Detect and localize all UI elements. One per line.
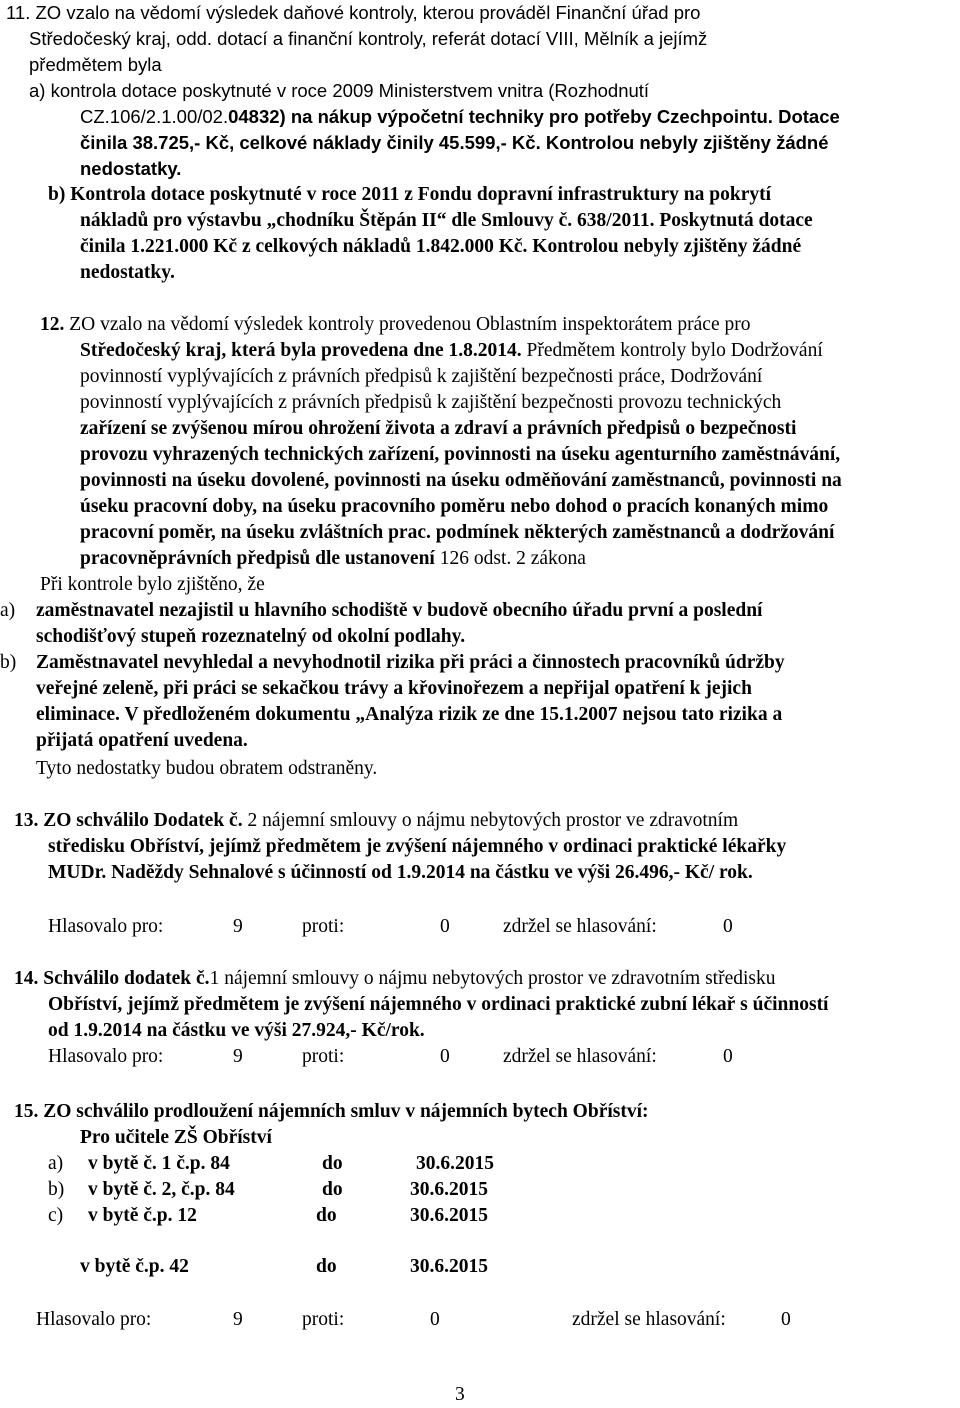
item11-a-line3: činila 38.725,- Kč, celkové náklady činily 45.599,- Kč. Kontrolou nebyly zjištěny žádné xyxy=(80,132,829,153)
item12-line1: 12. ZO vzalo na vědomí výsledek kontroly provedenou Oblastním inspektorátem práce pro xyxy=(40,314,751,335)
item12-line3: povinností vyplývajících z právních předpisů k zajištění bezpečnosti práce, Dodržování xyxy=(80,366,763,387)
vote-for-label: Hlasovalo pro: xyxy=(48,1046,164,1067)
item11-a-line2: CZ.106/2.1.00/02.04832) na nákup výpočetní techniky pro potřeby Czechpointu. Dotace xyxy=(80,106,840,127)
item12-b-line2: veřejné zeleně, při práci se sekačkou trávy a křovinořezem a nepřijal opatření k jejich xyxy=(36,678,752,699)
item15-extra-date: 30.6.2015 xyxy=(410,1256,488,1277)
item11-b-line2: nákladů pro výstavbu „chodníku Štěpán II“ dle Smlouvy č. 638/2011. Poskytnutá dotace xyxy=(80,210,813,231)
item12-a-line1: zaměstnavatel nezajistil u hlavního schodiště v budově obecního úřadu první a poslední xyxy=(36,600,763,621)
item14-line2: Obříství, jejímž předmětem je zvýšení nájemného v ordinaci praktické zubní lékař s účinností xyxy=(48,994,829,1015)
vote-abstain-value: 0 xyxy=(723,1046,733,1067)
item15-row-do: do xyxy=(316,1205,337,1226)
vote-abstain-value: 0 xyxy=(723,916,733,937)
page-number: 3 xyxy=(455,1384,465,1405)
item15-extra-do: do xyxy=(316,1256,337,1277)
item12-closing: Tyto nedostatky budou obratem odstraněny. xyxy=(36,758,378,779)
item15-row-do: do xyxy=(322,1153,343,1174)
item12-a-line2: schodišťový stupeň rozeznatelný od okolní podlahy. xyxy=(36,626,466,647)
vote-abstain-value: 0 xyxy=(781,1309,791,1330)
item12-found: Při kontrole bylo zjištěno, že xyxy=(40,574,265,595)
vote-against-value: 0 xyxy=(440,1046,450,1067)
item14-line1: 14. Schválilo dodatek č.1 nájemní smlouvy o nájmu nebytových prostor ve zdravotním středisku xyxy=(14,968,776,989)
item11-b-line4: nedostatky. xyxy=(80,262,175,283)
item12-line7: povinnosti na úseku dovolené, povinnosti na úseku odměňování zaměstnanců, povinnosti na xyxy=(80,470,842,491)
item15-row-label: c) xyxy=(48,1205,64,1226)
item12-a-label: a) xyxy=(0,600,16,621)
vote-abstain-label: zdržel se hlasování: xyxy=(572,1309,726,1330)
vote-against-value: 0 xyxy=(430,1309,440,1330)
item15-group: Pro učitele ZŠ Obříství xyxy=(80,1127,272,1148)
vote-for-value: 9 xyxy=(233,916,243,937)
vote-for-label: Hlasovalo pro: xyxy=(36,1309,152,1330)
item15-row-label: b) xyxy=(48,1179,65,1200)
item13-line3: MUDr. Naděždy Sehnalové s účinností od 1.9.2014 na částku ve výši 26.496,- Kč/ rok. xyxy=(48,862,753,883)
item11-line1: 11. ZO vzalo na vědomí výsledek daňové kontroly, kterou prováděl Finanční úřad pro xyxy=(6,2,701,23)
vote-against-value: 0 xyxy=(440,916,450,937)
item15-line1: 15. ZO schválilo prodloužení nájemních smluv v nájemních bytech Obříství: xyxy=(14,1101,649,1122)
item15-row-flat: v bytě č. 1 č.p. 84 xyxy=(88,1153,230,1174)
item15-extra-flat: v bytě č.p. 42 xyxy=(80,1256,189,1277)
item14-line3: od 1.9.2014 na částku ve výši 27.924,- Kč/rok. xyxy=(48,1020,425,1041)
item12-b-line1: Zaměstnavatel nevyhledal a nevyhodnotil rizika při práci a činnostech pracovníků údržby xyxy=(36,652,785,673)
item11-b-line3: činila 1.221.000 Kč z celkových nákladů 1.842.000 Kč. Kontrolou nebyly zjištěny žádné xyxy=(80,236,802,257)
item11-a-line1: a) kontrola dotace poskytnuté v roce 2009 Ministerstvem vnitra (Rozhodnutí xyxy=(29,80,650,101)
vote-against-label: proti: xyxy=(302,1309,345,1330)
item13-line1: 13. ZO schválilo Dodatek č. 2 nájemní smlouvy o nájmu nebytových prostor ve zdravotním xyxy=(14,810,739,831)
item12-line6: provozu vyhrazených technických zařízení, povinnosti na úseku agenturního zaměstnávání, xyxy=(80,444,841,465)
item12-line8: úseku pracovní doby, na úseku pracovního poměru nebo dohod o pracích konaných mimo xyxy=(80,496,829,517)
item11-line3: předmětem byla xyxy=(29,54,162,75)
item12-line10: pracovněprávních předpisů dle ustanovení 126 odst. 2 zákona xyxy=(80,548,586,569)
item15-row-label: a) xyxy=(48,1153,64,1174)
item15-row-date: 30.6.2015 xyxy=(410,1179,488,1200)
vote-for-value: 9 xyxy=(233,1309,243,1330)
item15-row-do: do xyxy=(322,1179,343,1200)
item11-b-line1: b) Kontrola dotace poskytnuté v roce 2011 z Fondu dopravní infrastruktury na pokrytí xyxy=(48,184,772,205)
vote-for-value: 9 xyxy=(233,1046,243,1067)
item15-row-flat: v bytě č. 2, č.p. 84 xyxy=(88,1179,235,1200)
item11-line2: Středočeský kraj, odd. dotací a finanční kontroly, referát dotací VIII, Mělník a jejímž xyxy=(29,28,708,49)
item12-line4: povinností vyplývajících z právních předpisů k zajištění bezpečnosti provozu technických xyxy=(80,392,782,413)
item12-line5: zařízení se zvýšenou mírou ohrožení života a zdraví a právních předpisů o bezpečnosti xyxy=(80,418,797,439)
item15-row-date: 30.6.2015 xyxy=(416,1153,494,1174)
item12-b-label: b) xyxy=(0,652,17,673)
vote-for-label: Hlasovalo pro: xyxy=(48,916,164,937)
item12-line9: pracovní poměr, na úseku zvláštních prac. podmínek některých zaměstnanců a dodržování xyxy=(80,522,835,543)
item12-b-line4: přijatá opatření uvedena. xyxy=(36,730,248,751)
vote-abstain-label: zdržel se hlasování: xyxy=(503,1046,657,1067)
vote-abstain-label: zdržel se hlasování: xyxy=(503,916,657,937)
item13-line2: středisku Obříství, jejímž předmětem je zvýšení nájemného v ordinaci praktické lékařky xyxy=(48,836,787,857)
vote-against-label: proti: xyxy=(302,916,345,937)
item12-b-line3: eliminace. V předloženém dokumentu „Analýza rizik ze dne 15.1.2007 nejsou tato rizika a xyxy=(36,704,783,725)
item15-row-date: 30.6.2015 xyxy=(410,1205,488,1226)
vote-against-label: proti: xyxy=(302,1046,345,1067)
item15-row-flat: v bytě č.p. 12 xyxy=(88,1205,197,1226)
item12-line2: Středočeský kraj, která byla provedena dne 1.8.2014. Předmětem kontroly bylo Dodržování xyxy=(80,340,823,361)
item11-a-line4: nedostatky. xyxy=(80,158,182,179)
